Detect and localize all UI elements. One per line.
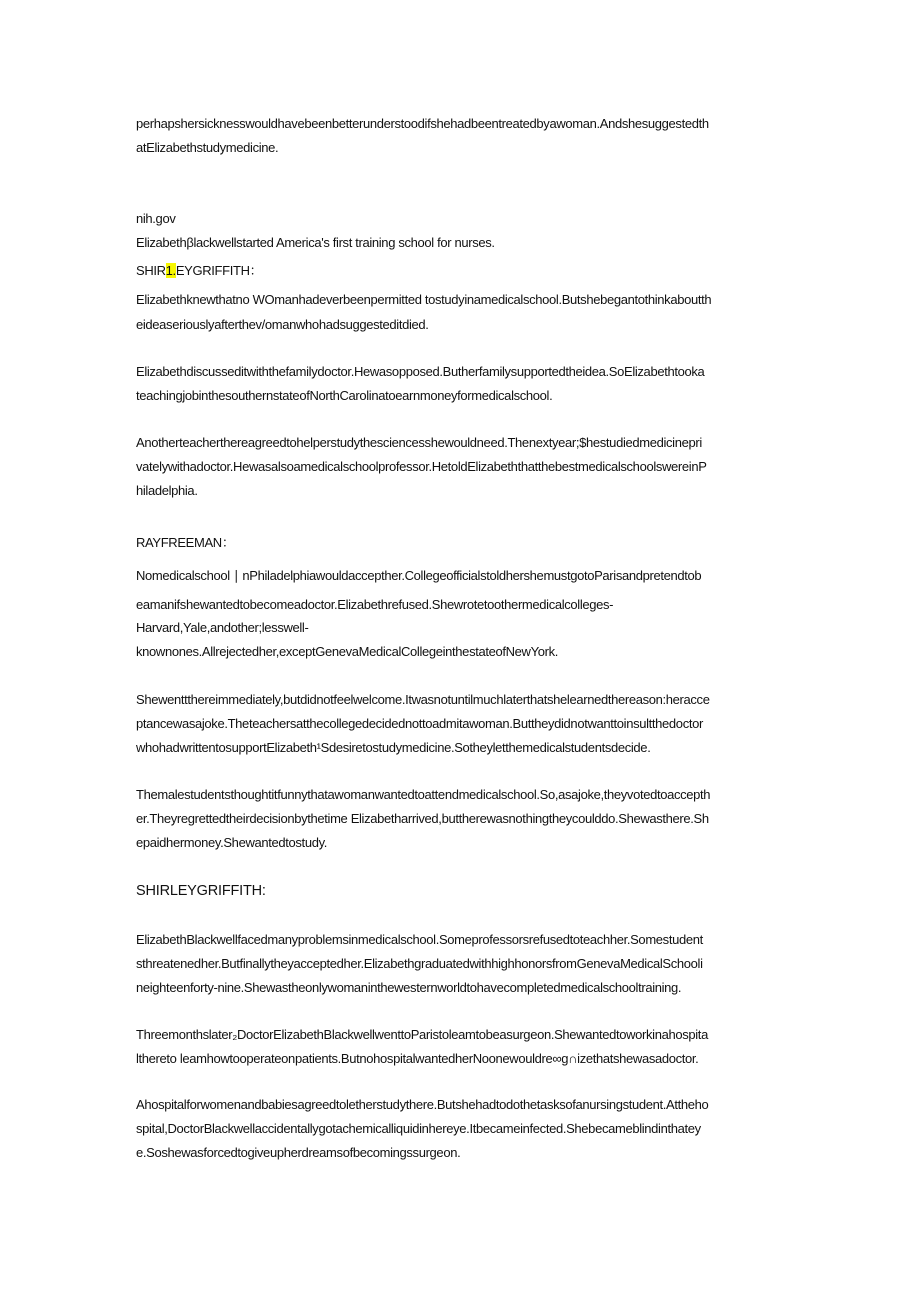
paragraph-line: eideaseriouslyafterthev/omanwhohadsuggesteditdied. xyxy=(136,317,429,332)
source-label: nih.gov xyxy=(136,211,176,226)
paragraph-line: lthereto leamhowtooperateonpatients.ButnohospitalwantedherNoonewouldre∞g∩izethatshewasadoctor. xyxy=(136,1051,699,1066)
speaker-heading: SHIRLEYGRIFFITH: xyxy=(136,883,266,899)
paragraph-line: hiladelphia. xyxy=(136,483,198,498)
highlighted-text: 1. xyxy=(165,263,176,278)
paragraph-line: Elizabethknewthatno WOmanhadeverbeenpermitted tostudyinamedicalschool.Butshebegantothinkaboutth xyxy=(136,292,712,307)
paragraph-line: perhapshersicknesswouldhavebeenbetterunderstoodifshehadbeentreatedbyawoman.Andshesuggestedth xyxy=(136,116,709,131)
speaker-name-part: EYGRIFFITH： xyxy=(175,263,263,278)
caption-line: Elizabethβlackwellstarted America's first training school for nurses. xyxy=(136,235,495,250)
paragraph-line: sthreatenedher.Butfinallytheyacceptedher.ElizabethgraduatedwithhighhonorsfromGenevaMedicalSchooli xyxy=(136,956,703,971)
paragraph-line: Nomedicalschool ∣ nPhiladelphiawouldaccepther.CollegeofficialstoldhershemustgotoParisandpretendtob xyxy=(136,568,702,583)
paragraph-line: Harvard,Yale,andother;lesswell- xyxy=(136,620,309,635)
paragraph-line: spital,DoctorBlackwellaccidentallygotachemicalliquidinhereye.Itbecameinfected.Shebecameblindinthatey xyxy=(136,1121,701,1136)
paragraph-line: knownones.Allrejectedher,exceptGenevaMedicalCollegeinthestateofNewYork. xyxy=(136,644,558,659)
paragraph-line: Elizabethdiscusseditwiththefamilydoctor.Hewasopposed.Butherfamilysupportedtheidea.SoElizabethtooka xyxy=(136,364,705,379)
paragraph-line: e.Soshewasforcedtogiveupherdreamsofbecomingssurgeon. xyxy=(136,1145,461,1160)
paragraph-line: ElizabethBlackwellfacedmanyproblemsinmedicalschool.Someprofessorsrefusedtoteachher.Somestudent xyxy=(136,932,703,947)
paragraph-line: Threemonthslater₂DoctorElizabethBlackwellwenttoParistoleamtobeasurgeon.Shewantedtoworkinahospita xyxy=(136,1027,708,1042)
paragraph-line: teachingjobinthesouthernstateofNorthCarolinatoearnmoneyformedicalschool. xyxy=(136,388,553,403)
paragraph-line: Anotherteacherthereagreedtohelperstudythesciencesshewouldneed.Thenextyear;$hestudiedmedicinepri xyxy=(136,435,702,450)
paragraph-line: whohadwrittentosupportElizabeth¹Sdesiretostudymedicine.Sotheyletthemedicalstudentsdecide. xyxy=(136,740,651,755)
paragraph-line: Themalestudentsthoughtitfunnythatawomanwantedtoattendmedicalschool.So,asajoke,theyvotedtoaccepth xyxy=(136,787,711,802)
paragraph-line: Shewenttthereimmediately,butdidnotfeelwelcome.Itwasnotuntilmuchlaterthatshelearnedthereason:heracce xyxy=(136,692,710,707)
paragraph-line: neighteenforty-nine.Shewastheonlywomaninthewesternworldtohavecompletedmedicalschooltraining. xyxy=(136,980,682,995)
paragraph-line: eamanifshewantedtobecomeadoctor.Elizabethrefused.Shewrotetoothermedicalcolleges- xyxy=(136,597,614,612)
paragraph-line: epaidhermoney.Shewantedtostudy. xyxy=(136,835,328,850)
speaker-name-part: SHIR xyxy=(136,263,166,278)
speaker-heading: RAYFREEMAN： xyxy=(136,535,235,550)
paragraph-line: ptancewasajoke.Theteachersatthecollegedecidednottoadmitawoman.Buttheydidnotwanttoinsultthedoctor xyxy=(136,716,703,731)
speaker-heading xyxy=(136,263,262,279)
paragraph-line: Ahospitalforwomenandbabiesagreedtoletherstudythere.Butshehadtodothetasksofanursingstudent.Attheho xyxy=(136,1097,709,1112)
paragraph-line: vatelywithadoctor.Hewasalsoamedicalschoolprofessor.HetoldElizabeththatthebestmedicalschoolswereinP xyxy=(136,459,707,474)
paragraph-line: er.Theyregrettedtheirdecisionbythetime Elizabetharrived,buttherewasnothingtheycoulddo.Shewasthere.Sh xyxy=(136,811,709,826)
paragraph-line: atElizabethstudymedicine. xyxy=(136,140,279,155)
